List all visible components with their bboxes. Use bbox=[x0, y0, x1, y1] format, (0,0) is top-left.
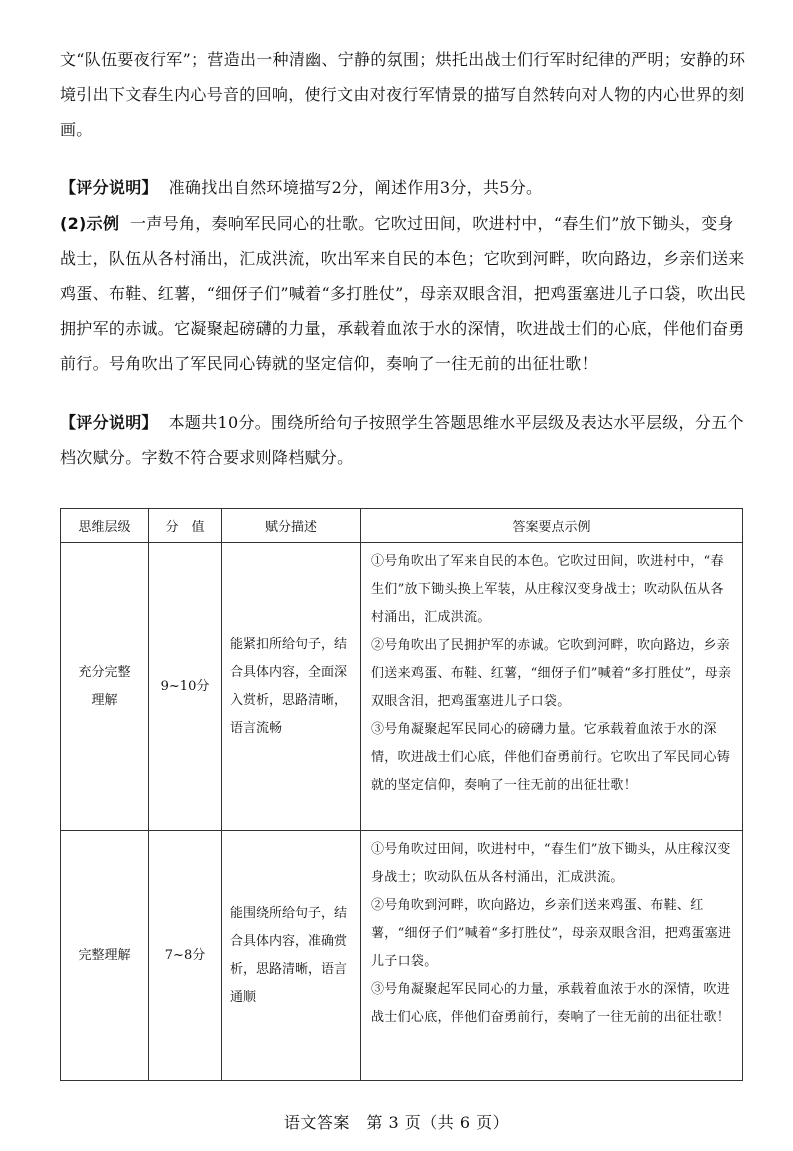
score-cell: 7~8分 bbox=[149, 831, 222, 1081]
score-cell: 9~10分 bbox=[149, 543, 222, 831]
table-row bbox=[61, 543, 743, 831]
description-cell: 能紧扣所给句子，结合具体内容，全面深入赏析，思路清晰，语言流畅 bbox=[222, 543, 361, 831]
answer-point: ②号角吹到河畔，吹向路边，乡亲们送来鸡蛋、布鞋、红薯，“细伢子们”喊着“多打胜仗”，母亲双眼含泪，把鸡蛋塞进儿子口袋。 bbox=[371, 898, 732, 969]
description-cell: 能围绕所给句子，结合具体内容，准确赏析，思路清晰，语言通顺 bbox=[222, 831, 361, 1081]
analysis-paragraph: 文“队伍要夜行军”；营造出一种清幽、宁静的氛围；烘托出战士们行军时纪律的严明；安静的环境引出下文春生内心号音的回响，使行文由对夜行军情景的描写自然转向对人物的内心世界的刻画。 bbox=[60, 50, 746, 139]
scoring-note-text: 准确找出自然环境描写2分，阐述作用3分，共5分。 bbox=[168, 178, 543, 197]
answer-point: ①号角吹出了军来自民的本色。它吹过田间，吹进村中，“春生们”放下锄头换上军装，从庄稼汉变身战士；吹动队伍从各村涌出，汇成洪流。 bbox=[371, 554, 724, 625]
column-header: 赋分描述 bbox=[222, 509, 361, 543]
scoring-note-label: 【评分说明】 bbox=[60, 178, 158, 197]
answer-points-cell bbox=[361, 831, 743, 1081]
answer-points-cell bbox=[361, 543, 743, 831]
table-row bbox=[61, 831, 743, 1081]
answer-point: ③号角凝聚起军民同心的磅礴力量。它承载着血浓于水的深情，吹进战士们心底，伴他们奋勇前行。它吹出了军民同心铸就的坚定信仰，奏响了一往无前的出征壮歌！ bbox=[371, 722, 731, 793]
column-header: 思维层级 bbox=[61, 509, 149, 543]
sample-answer-text: 一声号角，奏响军民同心的壮歌。它吹过田间，吹进村中，“春生们”放下锄头，变身战士，队伍从各村涌出，汇成洪流，吹出军来自民的本色；它吹到河畔，吹向路边，乡亲们送来鸡蛋、布鞋、红薯，“细伢子们”喊着“多打胜仗”，母亲双眼含泪，把鸡蛋塞进儿子口袋，吹出民拥护军的赤诚。它凝聚起磅礴的力量，承载着血浓于水的深情，吹进战士们的心底，伴他们奋勇前行。号角吹出了军民同心铸就的坚定信仰，奏响了一往无前的出征壮歌！ bbox=[60, 214, 746, 373]
scoring-rubric-table bbox=[60, 508, 743, 1081]
level-cell: 完整理解 bbox=[61, 831, 149, 1081]
answer-point: ③号角凝聚起军民同心的力量，承载着血浓于水的深情，吹进战士们心底，伴他们奋勇前行，奏响了一往无前的出征壮歌！ bbox=[371, 982, 731, 1025]
column-header: 分 值 bbox=[149, 509, 222, 543]
table-header-row bbox=[61, 509, 743, 543]
column-header: 答案要点示例 bbox=[361, 509, 743, 543]
scoring-note-1 bbox=[60, 170, 750, 205]
scoring-note-2 bbox=[60, 405, 750, 475]
page-footer: 语文答案 第 3 页（共 6 页） bbox=[283, 1113, 510, 1132]
sample-answer-paragraph bbox=[60, 206, 750, 381]
scoring-note-label: 【评分说明】 bbox=[60, 413, 158, 432]
sample-answer-label: (2)示例 bbox=[60, 214, 120, 233]
answer-point: ②号角吹出了民拥护军的赤诚。它吹到河畔，吹向路边，乡亲们送来鸡蛋、布鞋、红薯，“细伢子们”喊着“多打胜仗”，母亲双眼含泪，把鸡蛋塞进儿子口袋。 bbox=[371, 638, 732, 709]
answer-point: ①号角吹过田间，吹进村中，“春生们”放下锄头，从庄稼汉变身战士；吹动队伍从各村涌出，汇成洪流。 bbox=[371, 842, 731, 885]
level-cell: 充分完整理解 bbox=[61, 543, 149, 831]
scoring-note-text: 本题共10分。围绕所给句子按照学生答题思维水平层级及表达水平层级，分五个档次赋分。字数不符合要求则降档赋分。 bbox=[60, 413, 744, 467]
